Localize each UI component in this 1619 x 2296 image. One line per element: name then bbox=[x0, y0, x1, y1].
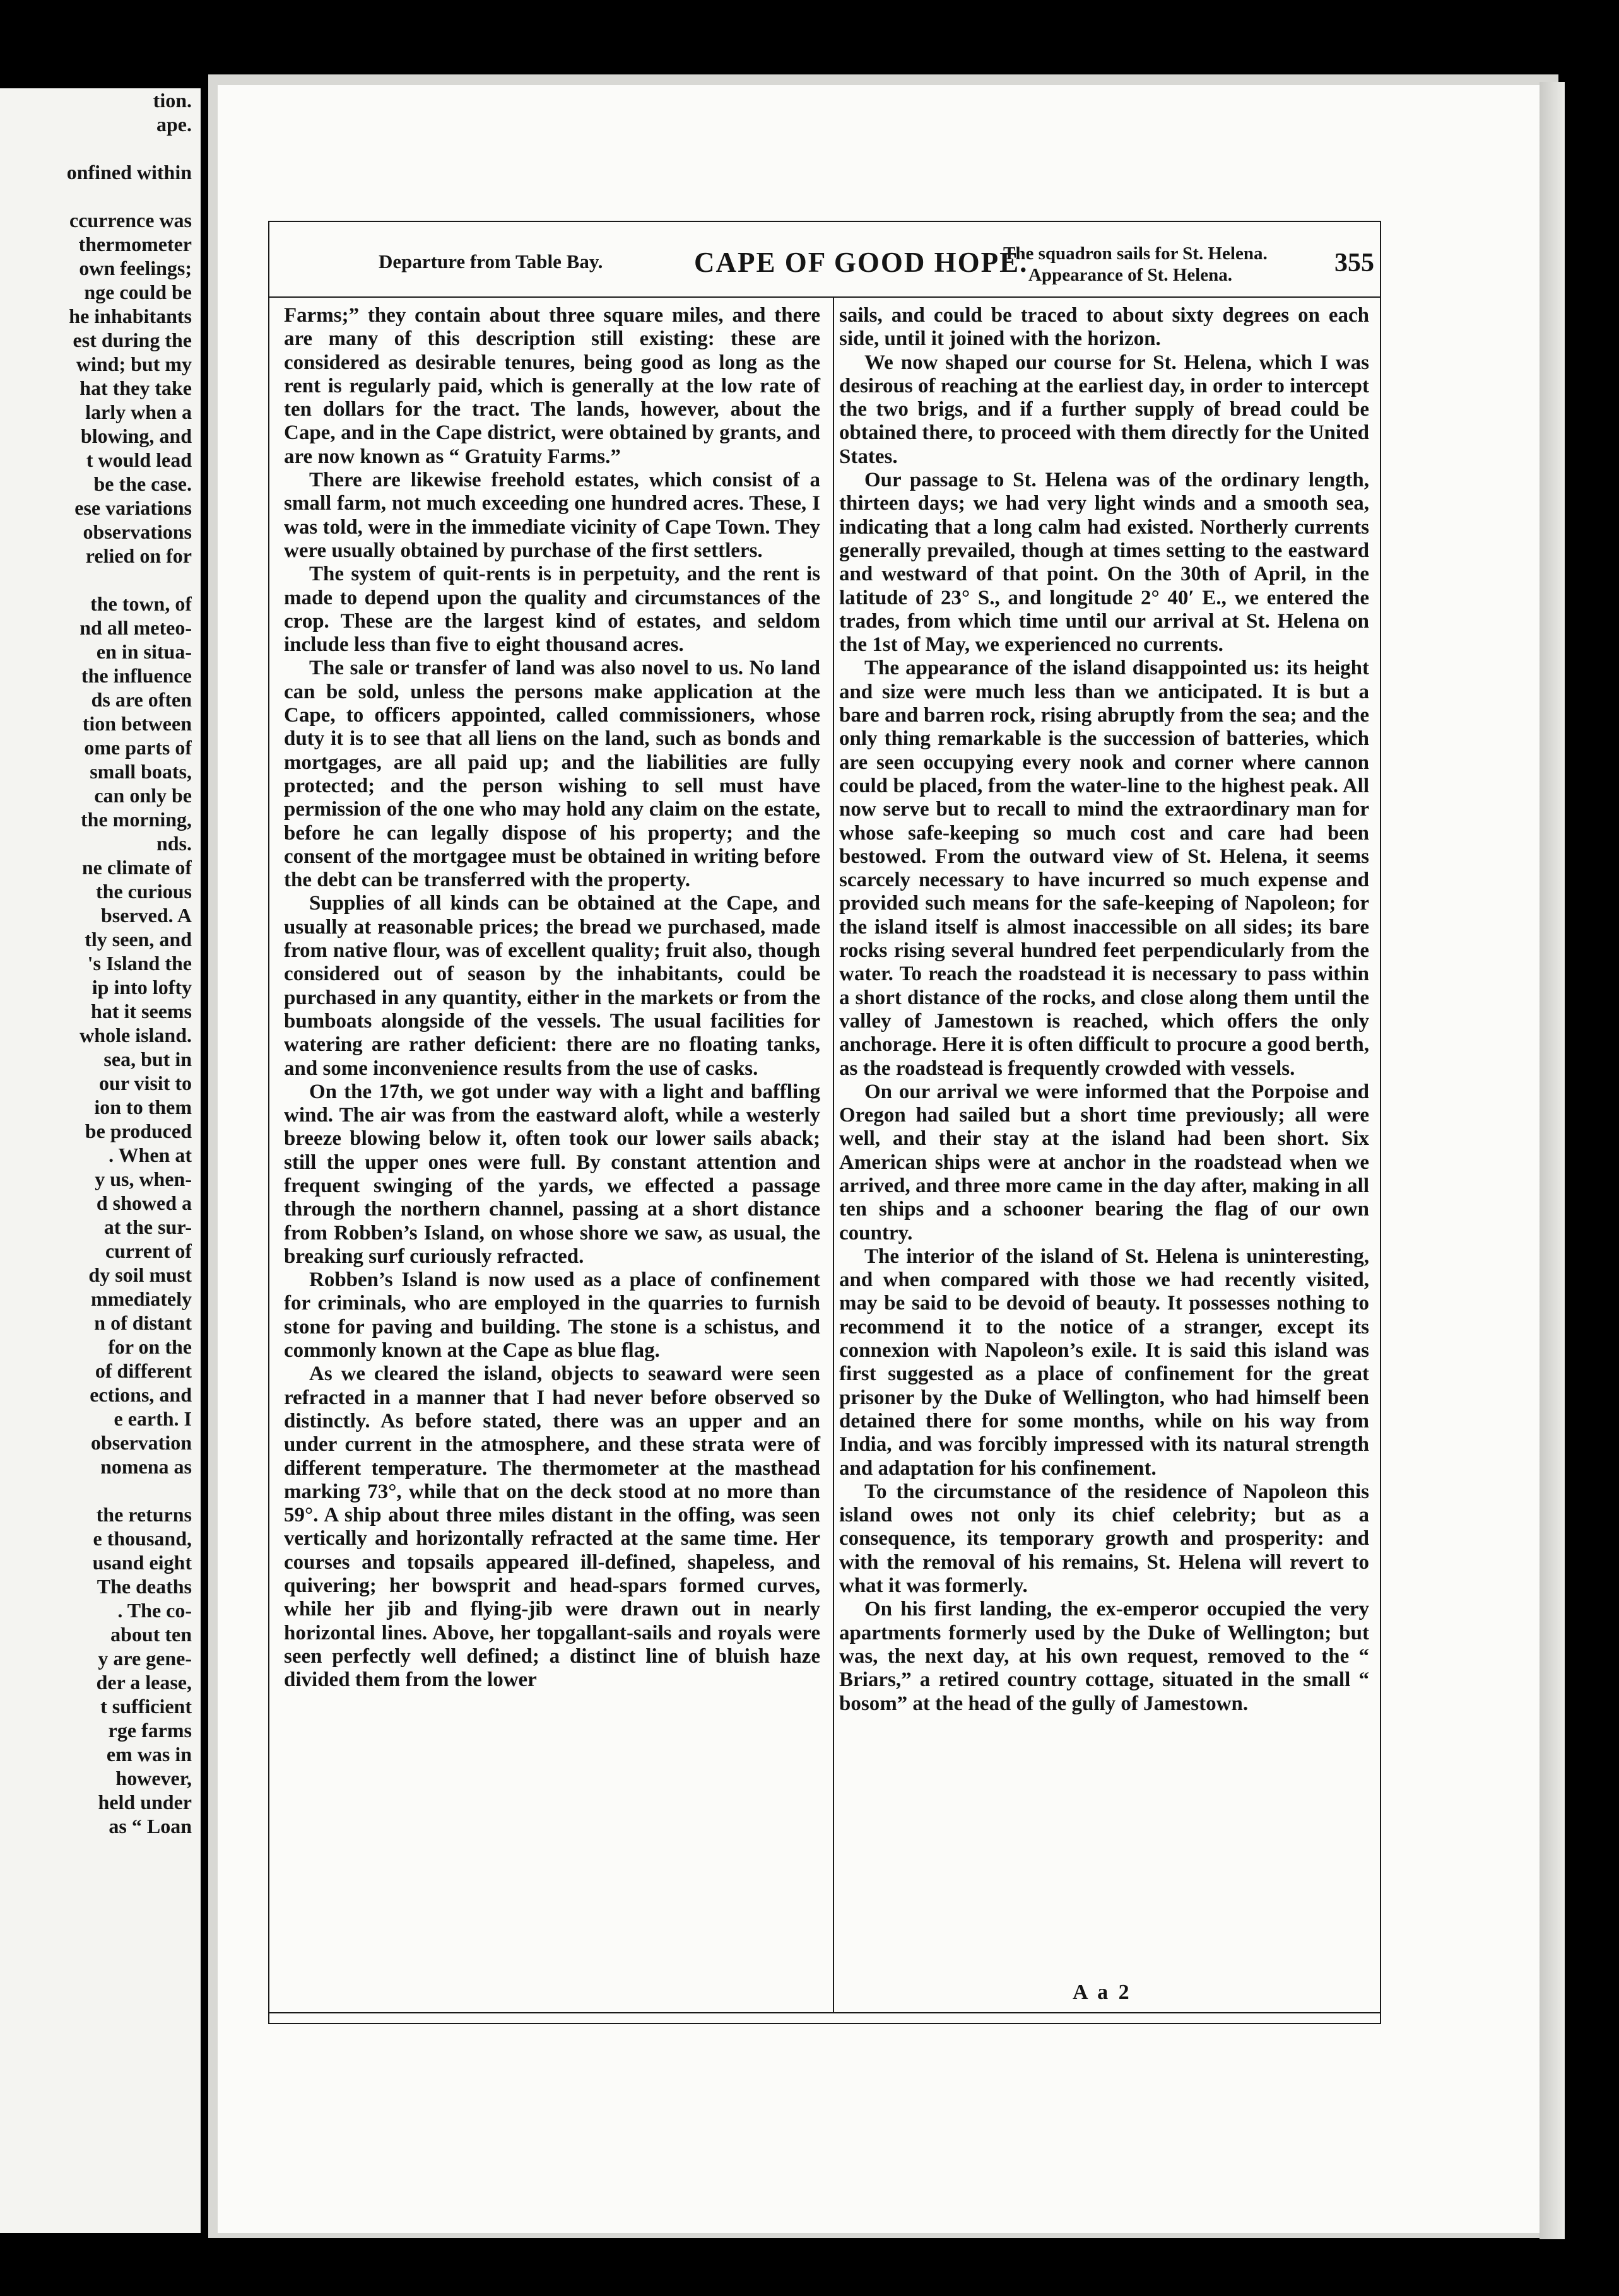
facing-page-line: onfined within bbox=[66, 161, 192, 184]
facing-page-line: the returns bbox=[96, 1503, 192, 1526]
facing-page-line: . The co- bbox=[117, 1599, 192, 1622]
paragraph: On the 17th, we got under way with a light and baffling wind. The air was from the eastward aloft, while a westerly breeze blowing below it, often took our lower sails aback; still the upper ones were full. By constant attention and frequent swinging of the yards, we effected a passage through the northern channel, passing at a short distance from Robben’s Island, on whose shore we saw, as usual, the breaking surf curiously refracted. bbox=[284, 1080, 820, 1268]
paragraph: As we cleared the island, objects to seaward were seen refracted in a manner that I had never before observed so distinctly. As before stated, there was an upper and an under current in the atmosphere, and these strata were of different temperature. The thermometer at the masthead marking 73°, while that on the deck stood at no more than 59°. A ship about three miles distant in the offing, was seen vertically and horizontally refracted at the same time. Her courses and topsails appeared ill-defined, shapeless, and quivering; her bowsprit and head-spars formed curves, while her jib and flying-jib were drawn out in nearly horizontal lines. Above, her topgallant-sails and royals were seen perfectly well defined; a distinct line of bluish haze divided them from the lower bbox=[284, 1362, 820, 1692]
facing-page-line bbox=[3, 136, 192, 160]
facing-page-line: ccurrence was bbox=[69, 209, 192, 231]
facing-page-line: ne climate of bbox=[81, 856, 192, 879]
facing-page-line: be the case. bbox=[93, 472, 192, 495]
facing-page-line: he inhabitants bbox=[69, 305, 192, 327]
left-column bbox=[284, 304, 820, 1692]
facing-page-line: tly seen, and bbox=[85, 928, 192, 951]
facing-page-line: em was in bbox=[106, 1743, 192, 1766]
facing-page-line: small boats, bbox=[90, 760, 192, 783]
right-column bbox=[839, 304, 1369, 1716]
facing-page-line: d showed a bbox=[96, 1192, 192, 1214]
facing-page-line: y are gene- bbox=[98, 1647, 192, 1670]
facing-page-line: The deaths bbox=[97, 1575, 192, 1598]
facing-page-line: y us, when- bbox=[95, 1168, 192, 1190]
facing-page-line: ape. bbox=[156, 113, 192, 136]
facing-page-line: nge could be bbox=[84, 281, 192, 303]
paragraph: On his first landing, the ex-emperor occupied the very apartments formerly used by the Duke of Wellington; but was, the next day, at his own request, removed to the “ Briars,” a retired country cottage, situated in the small “ bosom” at the head of the gully of Jamestown. bbox=[839, 1598, 1369, 1715]
facing-page-line: blowing, and bbox=[80, 425, 192, 447]
facing-page-line: hat they take bbox=[79, 377, 192, 399]
facing-page-line: for on the bbox=[108, 1335, 192, 1358]
signature-mark: A a 2 bbox=[1073, 1981, 1132, 2004]
facing-page-line: the morning, bbox=[81, 808, 192, 831]
facing-page-line: est during the bbox=[73, 329, 192, 351]
paragraph: Farms;” they contain about three square miles, and there are many of this description still existing: these are considered as desirable tenures, being good as long as the rent is regularly paid, which is generally at the low rate of ten dollars for the tract. The lands, however, about the Cape, and in the Cape district, were obtained by grants, and are now known as “ Gratuity Farms.” bbox=[284, 304, 820, 468]
facing-page-line bbox=[3, 184, 192, 208]
page-number: 355 bbox=[1334, 249, 1374, 278]
facing-page-line: tion. bbox=[153, 89, 192, 112]
facing-page-line: observation bbox=[91, 1431, 192, 1454]
facing-page-line: about ten bbox=[110, 1623, 192, 1646]
paragraph: The interior of the island of St. Helena is uninteresting, and when compared with those we had recently visited, may be said to be devoid of beauty. It possesses nothing to recommend it to the notice of a stranger, except its connexion with Napoleon’s exile. It is said this island was first suggested as a place of confinement for the great prisoner by the Duke of Wellington, who had himself been detained there for some months, while on his way from India, and was forcibly impressed with its natural strength and adaptation for his confinement. bbox=[839, 1245, 1369, 1480]
paragraph: The appearance of the island disappointed us: its height and size were much less than we anticipated. It is but a bare and barren rock, rising abruptly from the sea; and the only thing remarkable is the succession of batteries, which are seen occupying every nook and corner where cannon could be placed, from the water-line to the highest peak. All now serve but to recall to mind the extraordinary man for whose safe-keeping so much cost and care had been bestowed. From the outward view of St. Helena, it seems scarcely necessary to have incurred so much expense and provided such means for the safe-keeping of Napoleon; for the island itself is almost inaccessible on all sides; its bare rocks rising several hundred feet perpendicularly from the water. To reach the roadstead it is necessary to pass within a short distance of the rocks, and close along them until the valley of Jamestown is reached, which offers the only anchorage. Here it is often difficult to procure a good berth, as the roadstead is frequently crowded with vessels. bbox=[839, 657, 1369, 1080]
facing-page-line: en in situa- bbox=[96, 640, 192, 663]
paragraph: The sale or transfer of land was also novel to us. No land can be sold, unless the persons make application at the Cape, to officers appointed, called commissioners, whose duty it is to see that all liens on the land, such as bonds and mortgages, are all paid up; and the liabilities are fully protected; and the person wishing to sell must have permission of the one who may hold any claim on the estate, before he can legally dispose of his property; and the consent of the mortgagee must be obtained in writing before the debt can be transferred with the property. bbox=[284, 657, 820, 892]
column-divider bbox=[833, 298, 834, 2012]
running-head-right bbox=[1003, 243, 1357, 286]
facing-page-line: whole island. bbox=[79, 1024, 192, 1046]
facing-page-line bbox=[3, 1479, 192, 1502]
running-head-right-line1: The squadron sails for St. Helena. bbox=[1003, 243, 1268, 264]
facing-page-line: ome parts of bbox=[84, 736, 192, 759]
facing-page-line: dy soil must bbox=[88, 1263, 192, 1286]
paragraph: Robben’s Island is now used as a place of confinement for criminals, who are employed in the quarries to furnish stone for paving and building. The stone is a schistus, and commonly known at the Cape as blue flag. bbox=[284, 1268, 820, 1362]
facing-page-line: our visit to bbox=[99, 1072, 192, 1094]
facing-page-line: ections, and bbox=[90, 1383, 192, 1406]
facing-page-line: own feelings; bbox=[79, 257, 192, 279]
facing-page-line: be produced bbox=[85, 1120, 192, 1142]
facing-page-line: larly when a bbox=[85, 401, 192, 423]
facing-page-line: ds are often bbox=[91, 688, 192, 711]
paragraph: Supplies of all kinds can be obtained at the Cape, and usually at reasonable prices; the bread we purchased, made from native flour, was of excellent quality; fruit also, though considered out of season by the inhabitants, could be purchased in any quantity, either in the markets or from the bumboats alongside of the vessels. The usual facilities for watering are rather deficient: there are no floating tanks, and some inconvenience results from the use of casks. bbox=[284, 892, 820, 1080]
facing-page-text bbox=[3, 88, 192, 1838]
facing-page-line: current of bbox=[105, 1239, 192, 1262]
facing-page-line: der a lease, bbox=[96, 1671, 192, 1694]
facing-page-line: the town, of bbox=[90, 592, 192, 615]
facing-page-line: . When at bbox=[109, 1144, 192, 1166]
facing-page-line: the influence bbox=[81, 664, 192, 687]
header-rule bbox=[268, 296, 1381, 298]
running-head-left: Departure from Table Bay. bbox=[379, 250, 603, 272]
paragraph: The system of quit-rents is in perpetuity, and the rent is made to depend upon the quality and circumstances of the crop. These are the largest kind of estates, and seldom include less than five to eight thousand acres. bbox=[284, 563, 820, 657]
facing-page-line: wind; but my bbox=[76, 353, 192, 375]
paragraph: There are likewise freehold estates, which consist of a small farm, not much exceeding one hundred acres. These, I was told, were in the immediate vicinity of Cape Town. They were usually obtained by purchase of the first settlers. bbox=[284, 469, 820, 562]
facing-page-line: sea, but in bbox=[103, 1048, 192, 1070]
facing-page-line: hat it seems bbox=[91, 1000, 192, 1022]
facing-page-line: e thousand, bbox=[93, 1527, 192, 1550]
facing-page-line: nds. bbox=[156, 832, 192, 855]
facing-page-line: tion between bbox=[82, 712, 192, 735]
facing-page-line: at the sur- bbox=[103, 1215, 192, 1238]
page-edge bbox=[1540, 82, 1565, 2239]
facing-page-line: nd all meteo- bbox=[79, 616, 192, 639]
facing-page-line: ese variations bbox=[74, 496, 192, 519]
facing-page-line bbox=[3, 568, 192, 592]
facing-page-line: however, bbox=[115, 1767, 192, 1789]
facing-page-line: ip into lofty bbox=[91, 976, 192, 999]
paragraph: We now shaped our course for St. Helena, which I was desirous of reaching at the earliest day, in order to intercept the two brigs, and if a further supply of bread could be obtained there, to proceed with them directly for the United States. bbox=[839, 351, 1369, 468]
facing-page-line: n of distant bbox=[94, 1311, 192, 1334]
facing-page-line: t sufficient bbox=[100, 1695, 192, 1718]
facing-page-line: bserved. A bbox=[101, 904, 192, 927]
facing-page-line: mmediately bbox=[91, 1287, 192, 1310]
facing-page-line: relied on for bbox=[85, 544, 192, 567]
facing-page-line: nomena as bbox=[100, 1455, 192, 1478]
facing-page-line: e earth. I bbox=[114, 1407, 192, 1430]
facing-page-line: the curious bbox=[96, 880, 192, 903]
facing-page-line: usand eight bbox=[92, 1551, 192, 1574]
facing-page-line: rge farms bbox=[108, 1719, 192, 1742]
bottom-rule bbox=[268, 2012, 1381, 2013]
facing-page-line: can only be bbox=[94, 784, 192, 807]
facing-page-line: ion to them bbox=[94, 1096, 192, 1118]
paragraph: To the circumstance of the residence of Napoleon this island owes not only its chief celebrity; but as a consequence, its temporary growth and prosperity: and with the removal of his remains, St. Helena will revert to what it was formerly. bbox=[839, 1480, 1369, 1598]
facing-page-line: 's Island the bbox=[87, 952, 192, 975]
running-head-title: CAPE OF GOOD HOPE. bbox=[694, 247, 1028, 278]
facing-page-line: held under bbox=[98, 1791, 192, 1813]
running-head-right-line2: Appearance of St. Helena. bbox=[1028, 265, 1232, 285]
paragraph: sails, and could be traced to about sixty degrees on each side, until it joined with the horizon. bbox=[839, 304, 1369, 351]
paragraph: Our passage to St. Helena was of the ordinary length, thirteen days; we had very light winds and a smooth sea, indicating that a long calm had existed. Northerly currents generally prevailed, though at times setting to the eastward and westward of that point. On the 30th of April, in the latitude of 23° S., and longitude 2° 40′ E., we entered the trades, from which time until our arrival at St. Helena on the 1st of May, we experienced no currents. bbox=[839, 469, 1369, 657]
paragraph: On our arrival we were informed that the Porpoise and Oregon had sailed but a short time previously; all were well, and their stay at the island had been short. Six American ships were at anchor in the roadstead when we arrived, and three more came in the day after, making in all ten ships and a schooner bearing the flag of our own country. bbox=[839, 1080, 1369, 1245]
facing-page-line: thermometer bbox=[78, 233, 192, 255]
facing-page bbox=[0, 88, 201, 2233]
facing-page-line: t would lead bbox=[86, 448, 192, 471]
facing-page-line: observations bbox=[83, 520, 192, 543]
facing-page-line: of different bbox=[95, 1359, 192, 1382]
facing-page-line: as “ Loan bbox=[109, 1815, 192, 1837]
